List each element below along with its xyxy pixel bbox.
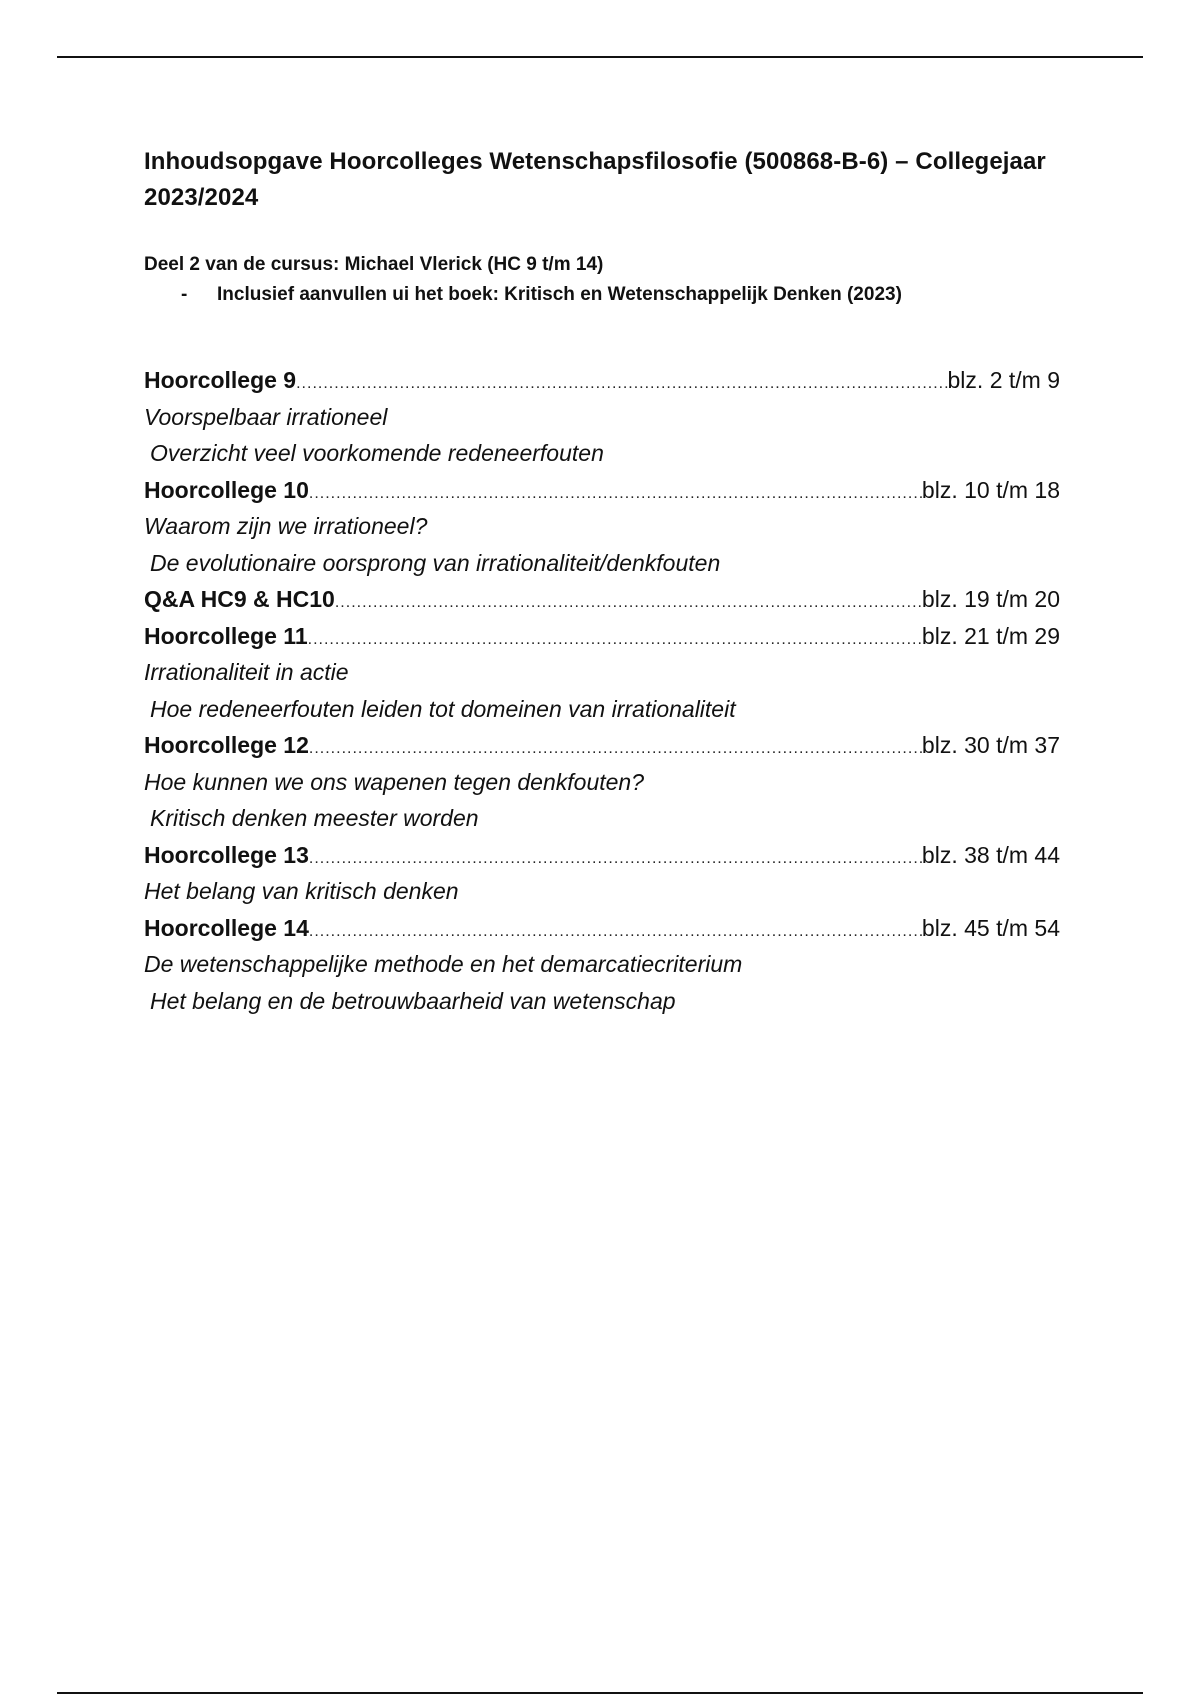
bullet-text: Inclusief aanvullen ui het boek: Kritisch en Wetenschappelijk Denken (2023) bbox=[217, 284, 902, 305]
toc-entry-label: Hoorcollege 10 bbox=[144, 476, 309, 503]
toc-leader-dots bbox=[309, 841, 922, 878]
toc-entry-subtitle: Waarom zijn we irrationeel? bbox=[144, 513, 428, 539]
toc-entry-label: Hoorcollege 13 bbox=[144, 841, 309, 868]
toc-entry-label: Hoorcollege 12 bbox=[144, 732, 309, 758]
toc-entry-subtitle: Het belang van kritisch denken bbox=[144, 878, 459, 904]
toc-entry-description: Overzicht veel voorkomende redeneerfouten bbox=[150, 440, 604, 466]
toc-entry-label: Hoorcollege 14 bbox=[144, 914, 309, 941]
toc-entry[interactable] bbox=[144, 362, 1060, 399]
toc-entry-label: Hoorcollege 11 bbox=[144, 622, 308, 649]
page-content bbox=[144, 144, 1060, 1019]
toc-entry-subtitle: Irrationaliteit in actie bbox=[144, 659, 349, 685]
toc-entry-subtitle: Voorspelbaar irrationeel bbox=[144, 403, 388, 430]
toc-entry-description: Het belang en de betrouwbaarheid van wetenschap bbox=[150, 987, 676, 1014]
toc-entry-subtitle: Hoe kunnen we ons wapenen tegen denkfouten? bbox=[144, 768, 645, 795]
toc-entry-subtitle: De wetenschappelijke methode en het demarcatiecriterium bbox=[144, 951, 743, 977]
toc-leader-dots bbox=[308, 622, 922, 659]
toc-entry-pages: blz. 21 t/m 29 bbox=[921, 622, 1060, 649]
toc-entry-pages: blz. 10 t/m 18 bbox=[921, 476, 1060, 503]
toc-entry-description: De evolutionaire oorsprong van irrationaliteit/denkfouten bbox=[150, 549, 721, 576]
toc-entry-description: Hoe redeneerfouten leiden tot domeinen van irrationaliteit bbox=[150, 695, 736, 722]
course-part-heading: Deel 2 van de cursus: Michael Vlerick (HC 9 t/m 14) bbox=[144, 254, 604, 275]
header-rule bbox=[57, 56, 1143, 58]
table-of-contents bbox=[144, 362, 1060, 1019]
toc-entry-pages: blz. 38 t/m 44 bbox=[921, 841, 1060, 868]
toc-entry-pages: blz. 2 t/m 9 bbox=[947, 367, 1060, 393]
toc-entry-pages: blz. 45 t/m 54 bbox=[921, 914, 1060, 941]
toc-leader-dots bbox=[309, 914, 922, 951]
toc-leader-dots bbox=[309, 731, 922, 768]
toc-entry[interactable] bbox=[144, 581, 1060, 618]
toc-entry[interactable] bbox=[144, 618, 1060, 655]
toc-leader-dots bbox=[309, 476, 922, 513]
toc-entry-pages: blz. 30 t/m 37 bbox=[921, 732, 1060, 758]
toc-leader-dots bbox=[296, 366, 947, 403]
bullet-dash: - bbox=[181, 284, 188, 305]
footer-rule bbox=[57, 1692, 1143, 1694]
toc-entry-description: Kritisch denken meester worden bbox=[150, 805, 479, 831]
bullet-item bbox=[144, 280, 1060, 310]
document-title: Inhoudsopgave Hoorcolleges Wetenschapsfilosofie (500868-B-6) – Collegejaar 2023/2024 bbox=[144, 148, 1046, 211]
toc-entry[interactable] bbox=[144, 837, 1060, 874]
toc-entry[interactable] bbox=[144, 910, 1060, 947]
toc-entry-pages: blz. 19 t/m 20 bbox=[921, 586, 1060, 612]
toc-entry[interactable] bbox=[144, 727, 1060, 764]
toc-leader-dots bbox=[335, 585, 922, 622]
toc-entry-label: Q&A HC9 & HC10 bbox=[144, 586, 335, 612]
toc-entry-label: Hoorcollege 9 bbox=[144, 367, 297, 393]
toc-entry[interactable] bbox=[144, 472, 1060, 509]
